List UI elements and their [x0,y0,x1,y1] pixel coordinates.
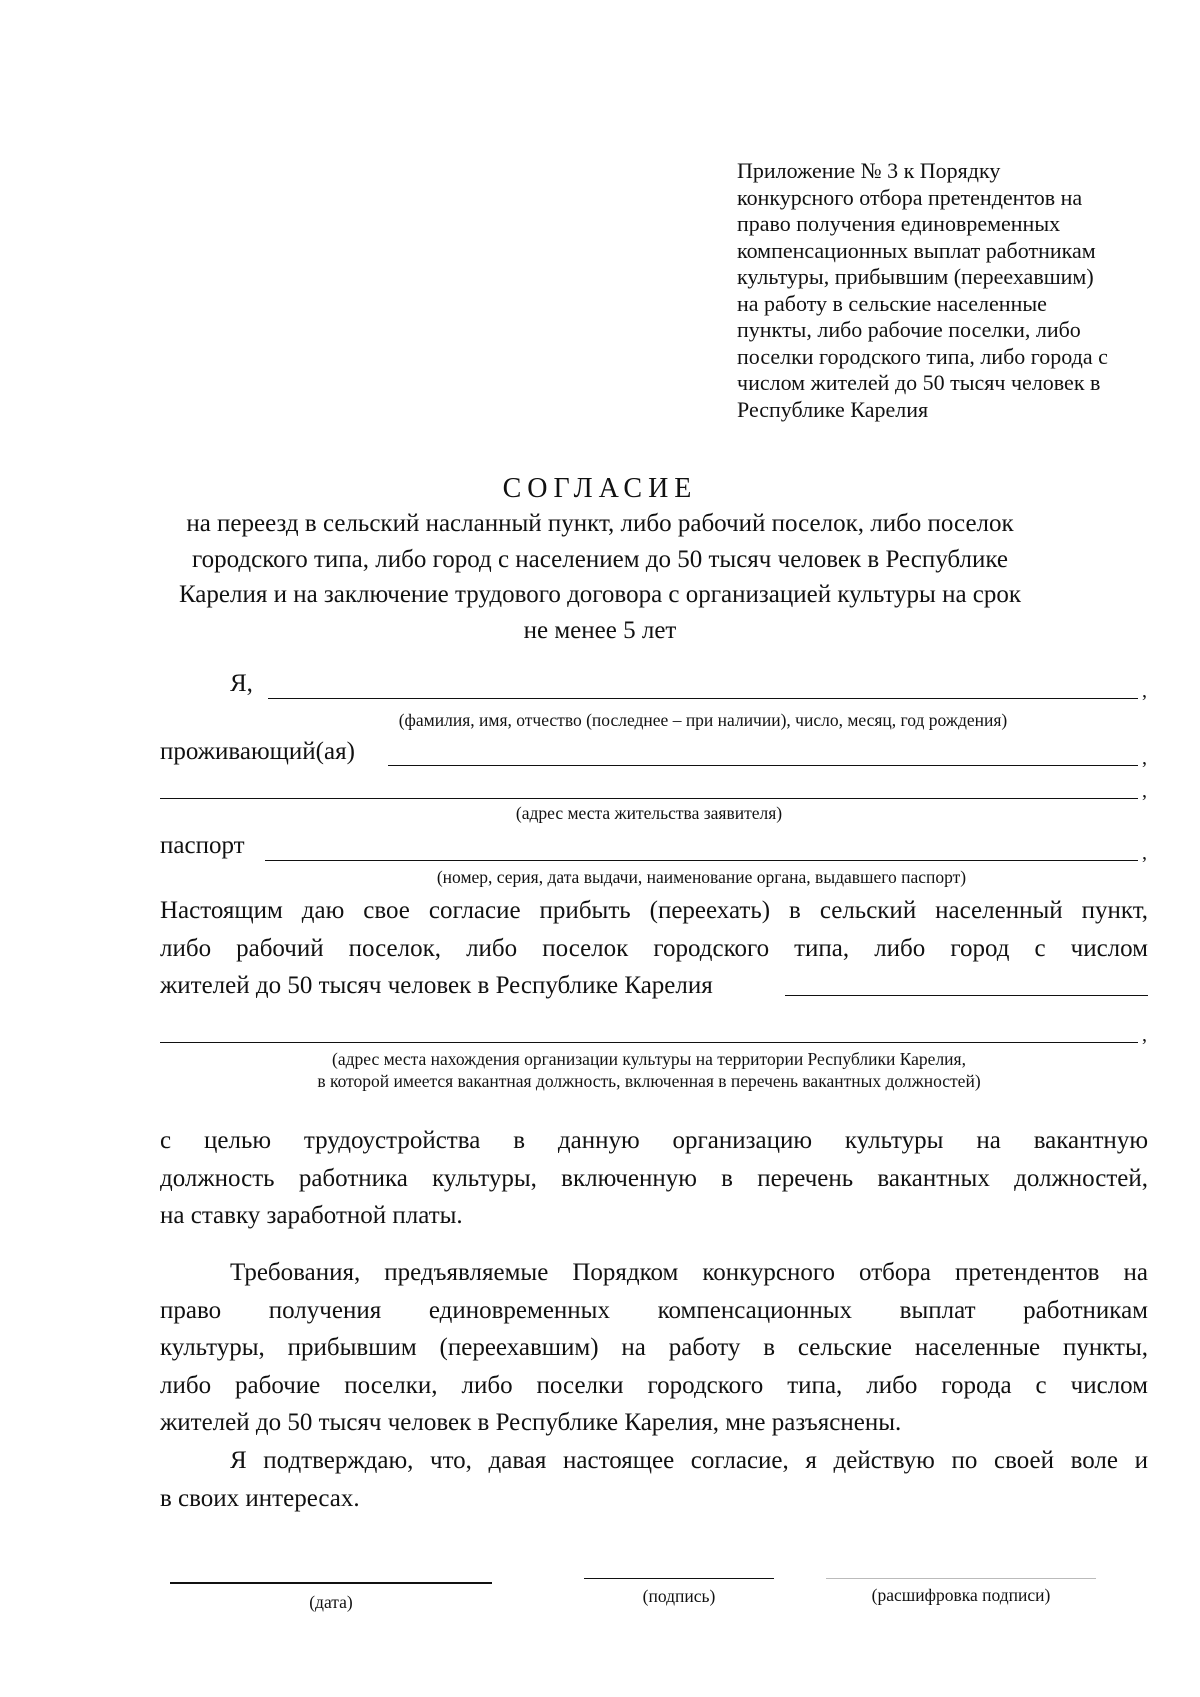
subtitle-line: городского типа, либо город с населением до 50 тысяч человек в Республике [191,545,1008,573]
consent-paragraph [160,892,1148,1005]
purpose-line: с целью трудоустройства в данную организацию культуры на вакантную [160,1127,1148,1154]
decode-caption: (расшифровка подписи) [871,1585,1051,1605]
date-field-line[interactable] [170,1582,492,1584]
org-caption-line: в которой имеется вакантная должность, включенная в перечень вакантных должностей) [317,1071,981,1091]
address-field-line[interactable] [160,798,1138,799]
fio-caption: (фамилия, имя, отчество (последнее – при наличии), число, месяц, год рождения) [398,710,1008,730]
passport-comma: , [1142,842,1147,864]
fio-field-line[interactable] [268,698,1138,699]
confirm-paragraph [160,1442,1148,1517]
consent-line: жителей до 50 тысяч человек в Республике Карелия [160,972,713,999]
residing-comma: , [1142,747,1147,769]
confirm-line: в своих интересах. [160,1484,360,1512]
address-comma: , [1142,780,1147,802]
appendix-line: числом жителей до 50 тысяч человек в [737,370,1101,395]
requirements-line: либо рабочие поселки, либо поселки городского типа, либо города с числом [160,1371,1148,1399]
org-address-caption [160,1048,1138,1092]
fio-comma: , [1142,680,1147,702]
appendix-line: поселки городского типа, либо города с [737,343,1108,369]
requirements-line: культуры, прибывшим (переехавшим) на работу в сельские населенные пункты, [160,1334,1148,1361]
appendix-line: конкурсного отбора претендентов на [737,184,1083,210]
passport-field-line[interactable] [265,860,1138,861]
document-title: СОГЛАСИЕ [502,473,698,504]
passport-caption: (номер, серия, дата выдачи, наименование органа, выдавшего паспорт) [436,867,967,887]
appendix-line: пункты, либо рабочие поселки, либо [737,317,1081,342]
ya-label: Я, [230,670,253,697]
consent-line: либо рабочий поселок, либо поселок городского типа, либо город с числом [160,934,1148,962]
org-address-comma: , [1142,1024,1147,1046]
consent-line: Настоящим даю свое согласие прибыть (переехать) в сельский населенный пункт, [160,897,1148,924]
appendix-line: Приложение № 3 к Порядку [737,158,1001,183]
org-caption-line: (адрес места нахождения организации культуры на территории Республики Карелия, [332,1049,966,1069]
residing-field-line[interactable] [388,765,1138,766]
requirements-line: жителей до 50 тысяч человек в Республике Карелия, мне разъяснены. [160,1409,902,1436]
subtitle-line: не менее 5 лет [523,616,677,644]
subtitle-line: Карелия и на заключение трудового договора с организацией культуры на срок [178,581,1022,608]
passport-label: паспорт [160,832,245,859]
address-caption: (адрес места жительства заявителя) [515,803,783,823]
subtitle-line: на переезд в сельский насланный пункт, либо рабочий поселок, либо поселок [186,510,1014,537]
signature-caption: (подпись) [642,1586,716,1606]
requirements-line: право получения единовременных компенсационных выплат работникам [160,1296,1148,1324]
purpose-paragraph [160,1122,1148,1235]
appendix-line: культуры, прибывшим (переехавшим) [737,264,1094,289]
org-address-field-line[interactable] [160,1042,1138,1043]
consent-line-last [160,967,1148,1005]
confirm-line: Я подтверждаю, что, давая настоящее согласие, я действую по своей воле и [230,1447,1148,1474]
appendix-line: Республике Карелия [737,396,929,422]
purpose-line: должность работника культуры, включенную в перечень вакантных должностей, [160,1164,1148,1192]
appendix-line: право получения единовременных [737,211,1061,236]
requirements-paragraph [160,1254,1148,1442]
appendix-line: компенсационных выплат работникам [737,237,1096,263]
decode-field-line[interactable] [826,1578,1096,1579]
signature-field-line[interactable] [584,1578,774,1579]
date-caption: (дата) [309,1592,353,1612]
residing-label: проживающий(ая) [160,738,355,765]
appendix-note [737,158,1177,423]
purpose-line: на ставку заработной платы. [160,1202,463,1229]
appendix-line: на работу в сельские населенные [737,290,1047,316]
document-subtitle [150,506,1050,648]
requirements-line: Требования, предъявляемые Порядком конкурсного отбора претендентов на [230,1259,1148,1286]
settlement-field-line[interactable] [785,995,1148,996]
